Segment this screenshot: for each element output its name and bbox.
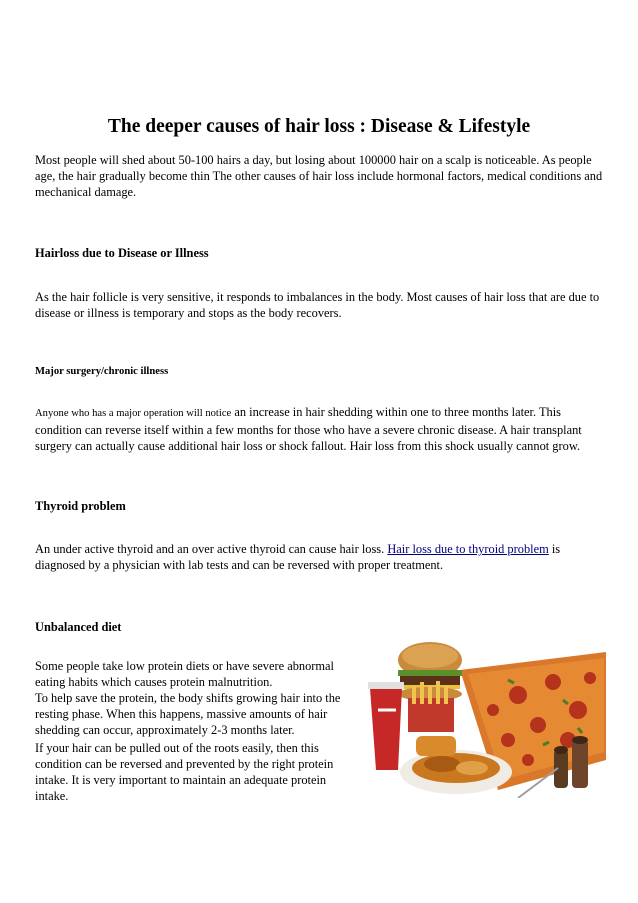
thyroid-paragraph-start: An under active thyroid and an over active thyroid can cause hair loss.: [35, 542, 388, 556]
section-heading-surgery: Major surgery/chronic illness: [35, 366, 169, 377]
section-heading-diet: Unbalanced diet: [35, 620, 122, 634]
diet-paragraph-1-line-1: Some people take low protein diets or have severe abnormal eating habits which causes protein malnutrition.: [35, 659, 334, 689]
drink-cup-illustration: [368, 682, 404, 770]
junk-food-image: [368, 640, 606, 798]
surgery-paragraph: [35, 404, 607, 454]
diet-paragraph-1-line-2: To help save the protein, the body shifts growing hair into the resting phase. When this happens, massive amounts of hair shedding can occur, approximately 2-3 months later.: [35, 691, 341, 737]
page-title: The deeper causes of hair loss : Disease & Lifestyle: [107, 116, 531, 137]
disease-paragraph: As the hair follicle is very sensitive, it responds to imbalances in the body. Most causes of hair loss that are due to disease or illness is temporary and stops as the body recovers.: [35, 290, 600, 320]
fries-illustration: [408, 681, 454, 732]
surgery-paragraph-rest: an increase in hair shedding within one to three months later. This condition can reverse itself within a few months for those who have a severe chronic disease. A hair transplant surgery can actually cause additional hair loss or shock fallout. Hair loss from this shock usually cannot grow.: [35, 405, 582, 453]
diet-paragraph-1: [35, 658, 355, 738]
thyroid-paragraph: [35, 541, 607, 573]
intro-paragraph: Most people will shed about 50-100 hairs a day, but losing about 100000 hair on a scalp is noticeable. As people age, the hair gradually become thin The other causes of hair loss include hormonal factors, medical conditions and mechanical damage.: [35, 153, 603, 199]
thyroid-paragraph-end: is diagnosed by a physician with lab tests and can be reversed with proper treatment.: [35, 542, 561, 572]
thyroid-problem-link[interactable]: Hair loss due to thyroid problem: [387, 542, 549, 556]
surgery-paragraph-start: Anyone who has a major operation will notice: [35, 408, 232, 419]
diet-paragraph-2: If your hair can be pulled out of the roots easily, then this condition can be reversed and prevented by the right protein intake. It is very important to maintain an adequate protein intake.: [35, 741, 334, 803]
section-heading-disease: Hairloss due to Disease or Illness: [35, 246, 209, 260]
section-heading-thyroid: Thyroid problem: [35, 499, 126, 513]
